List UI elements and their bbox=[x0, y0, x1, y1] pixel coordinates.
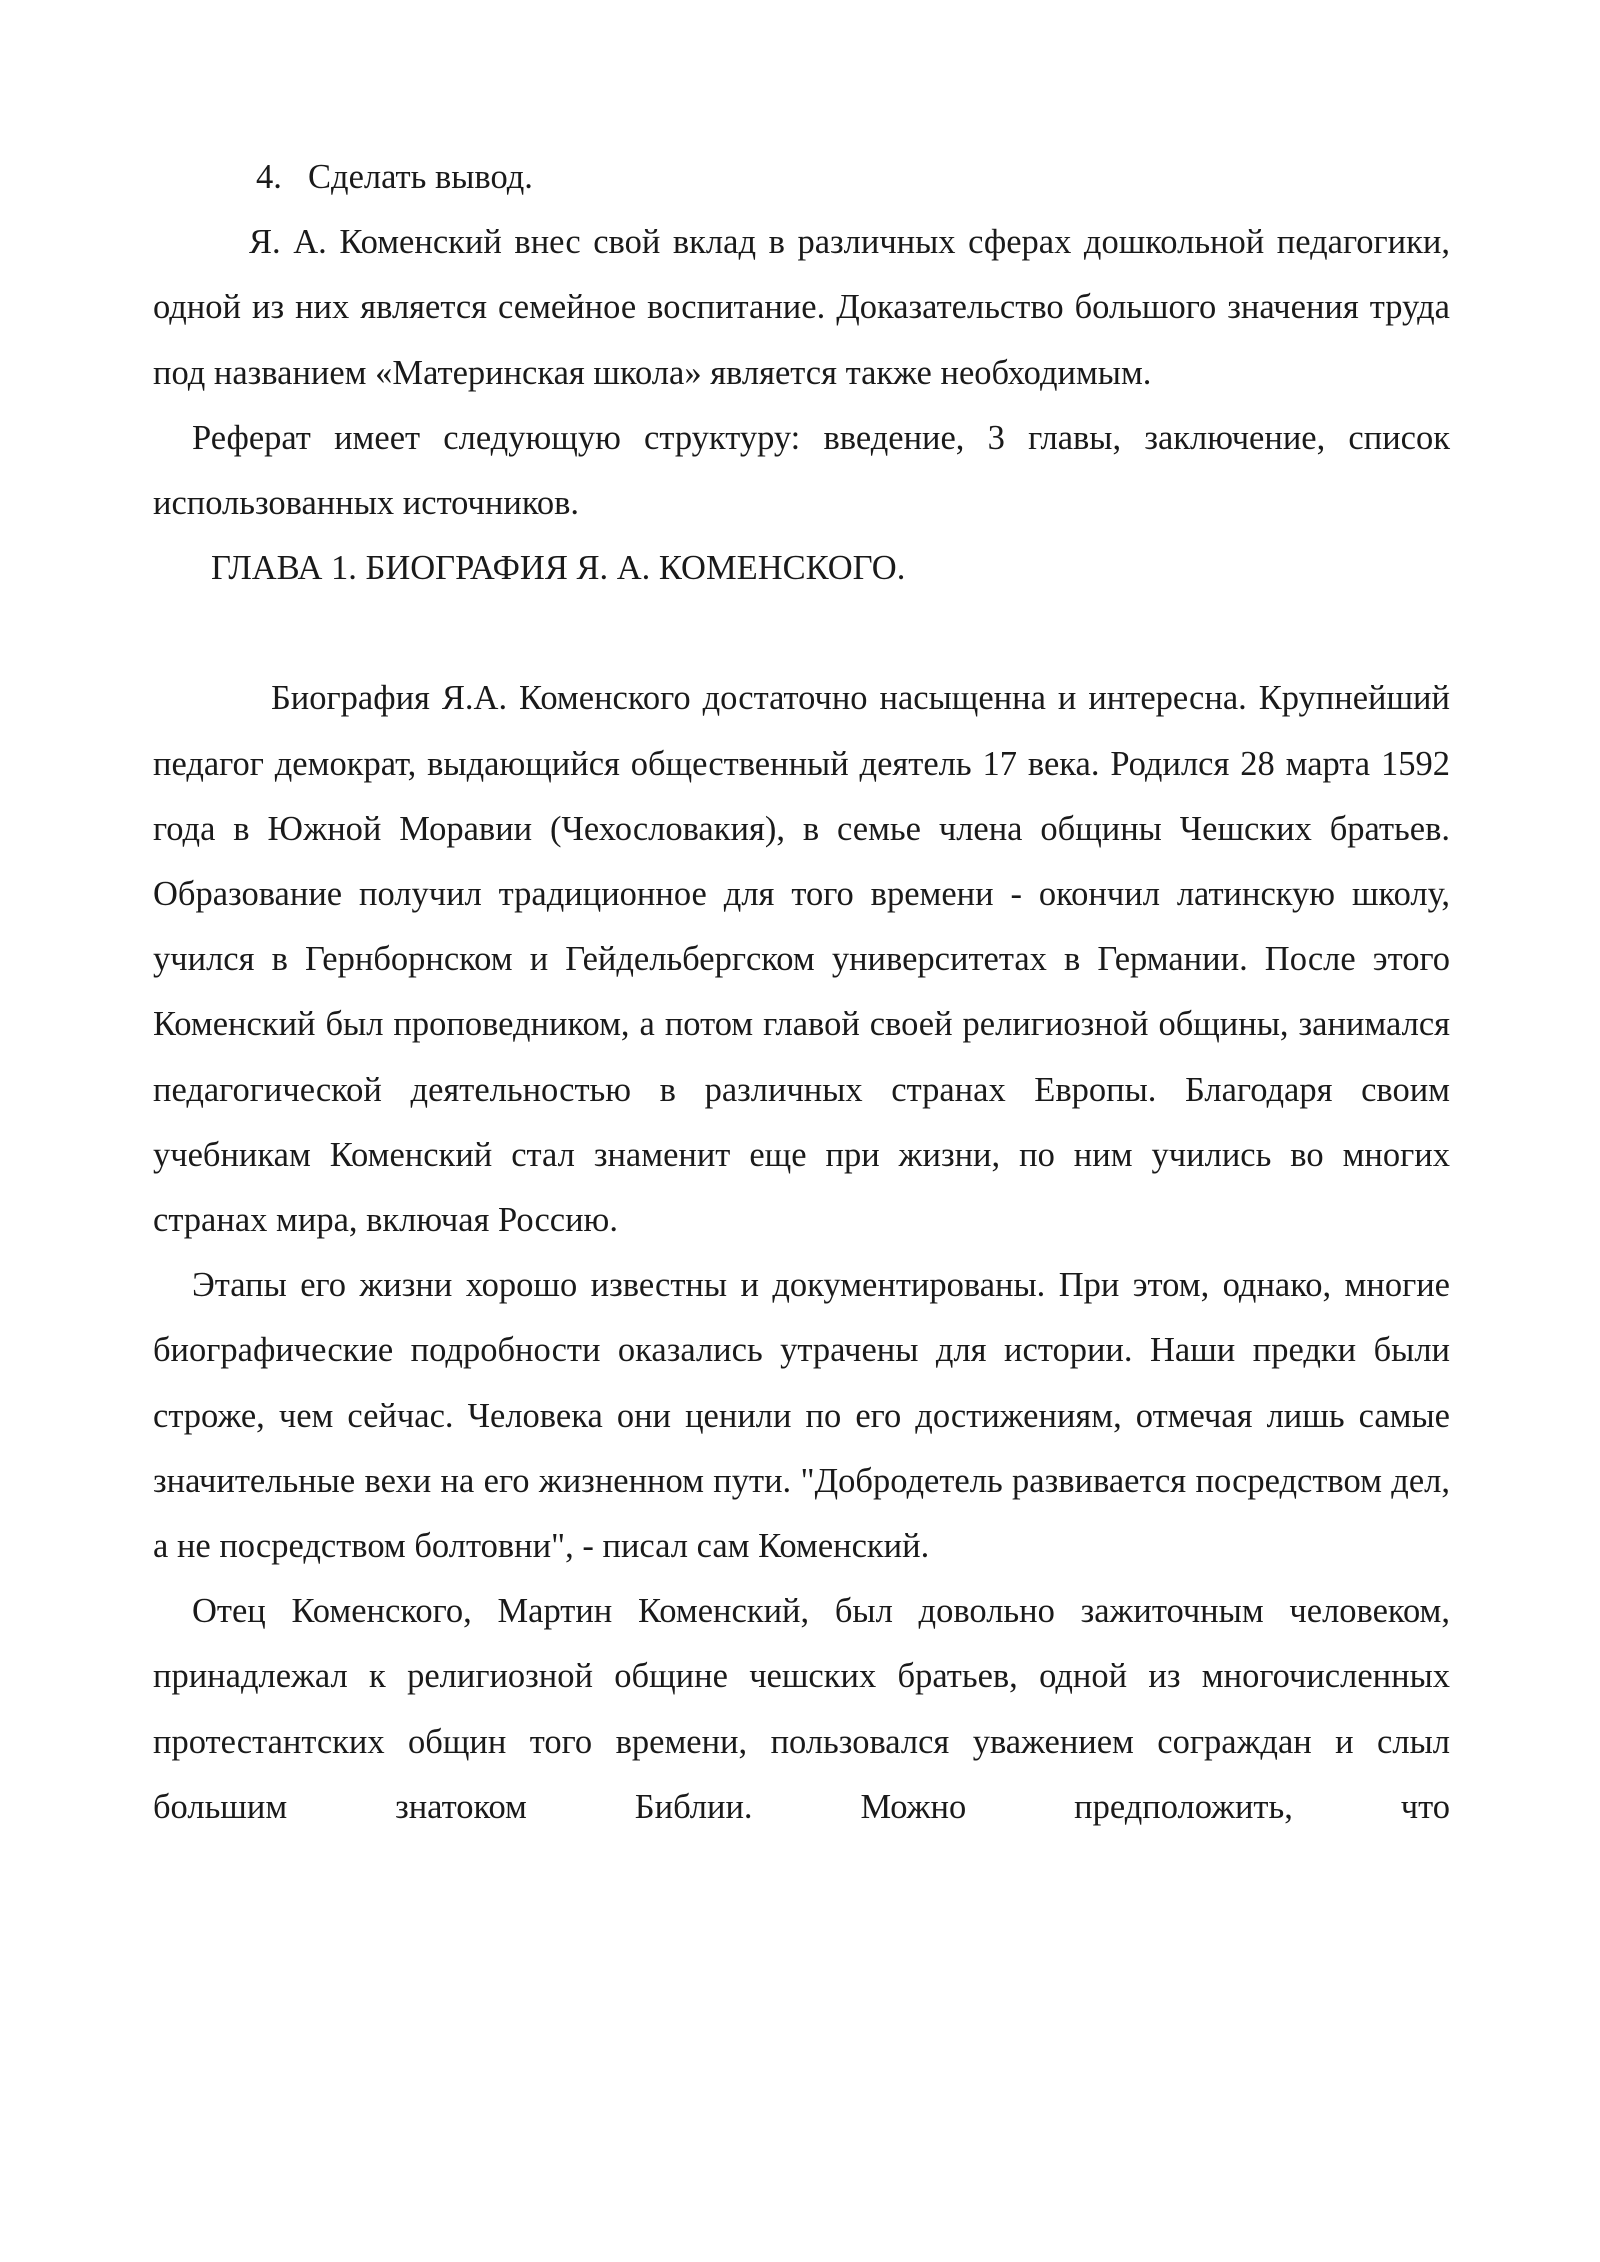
chapter-heading: ГЛАВА 1. БИОГРАФИЯ Я. А. КОМЕНСКОГО. bbox=[211, 549, 906, 588]
paragraph-father: Отец Коменского, Мартин Коменский, был довольно зажиточным человеком, принадлежал к религиозной общине чешских братьев, одной из многочисленных протестантских общин того времени, пользовался уважением сограждан и слыл большим знатоком Библии. Можно предположить, что bbox=[153, 1592, 1450, 1826]
document-body bbox=[153, 145, 1450, 1840]
paragraph-structure: Реферат имеет следующую структуру: введение, 3 главы, заключение, список использованных источников. bbox=[153, 418, 1450, 523]
paragraph-contribution: Я. А. Коменский внес свой вклад в различных сферах дошкольной педагогики, одной из них является семейное воспитание. Доказательство большого значения труда под названием «Материнская школа» является также необходимым. bbox=[153, 223, 1450, 392]
list-item-text: Сделать вывод. bbox=[308, 158, 533, 196]
list-item bbox=[153, 145, 1450, 210]
paragraph-life-stages: Этапы его жизни хорошо известны и документированы. При этом, однако, многие биографические подробности оказались утрачены для истории. Наши предки были строже, чем сейчас. Человека они ценили по его достижениям, отмечая лишь самые значительные вехи на его жизненном пути. "Добродетель развивается посредством дел, а не посредством болтовни", - писал сам Коменский. bbox=[153, 1266, 1450, 1566]
paragraph-biography: Биография Я.А. Коменского достаточно насыщенна и интересна. Крупнейший педагог демократ, выдающийся общественный деятель 17 века. Родился 28 марта 1592 года в Южной Моравии (Чехословакия), в семье члена общины Чешских братьев. Образование получил традиционное для того времени - окончил латинскую школу, учился в Гернборнском и Гейдельбергском университетах в Германии. После этого Коменский был проповедником, а потом главой своей религиозной общины, занимался педагогической деятельностью в различных странах Европы. Благодаря своим учебникам Коменский стал знаменит еще при жизни, по ним учились во многих странах мира, включая Россию. bbox=[153, 679, 1450, 1240]
list-number: 4. bbox=[256, 158, 282, 196]
